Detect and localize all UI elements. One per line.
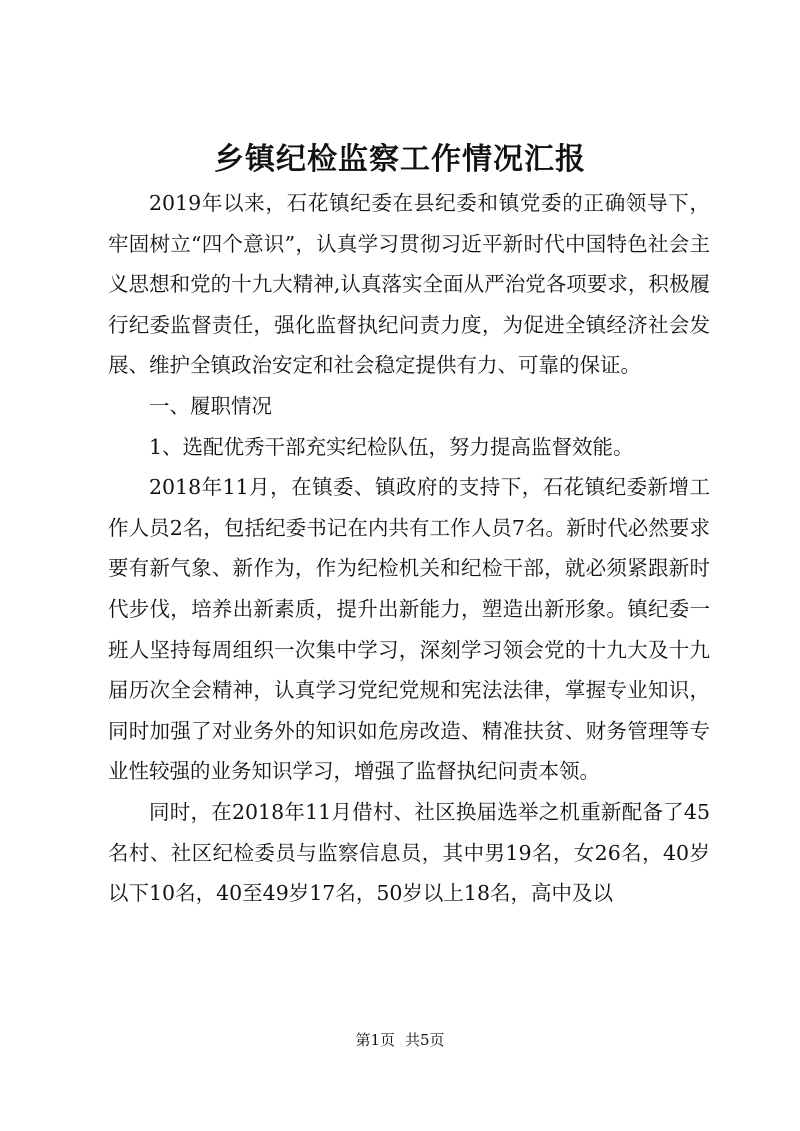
paragraph-staffing: 2018年11月，在镇委、镇政府的支持下，石花镇纪委新增工作人员2名，包括纪委书记在内共有工作人员7名。新时代必然要求要有新气象、新作为，作为纪检机关和纪检干部，就必须紧跟新时代步伐，培养出新素质，提升出新能力，塑造出新形象。镇纪委一班人坚持每周组织一次集中学习，深刻学习领会党的十九大及十九届历次全会精神，认真学习党纪党规和宪法法律，掌握专业知识，同时加强了对业务外的知识如危房改造、精准扶贫、财务管理等专业性较强的业务知识学习，增强了监督执纪问责本领。 bbox=[108, 475, 710, 784]
page-footer bbox=[0, 1030, 800, 1050]
section-heading: 一、履职情况 bbox=[149, 393, 272, 418]
paragraph-intro: 2019年以来，石花镇纪委在县纪委和镇党委的正确领导下，牢固树立“四个意识”，认真学习贯彻习近平新时代中国特色社会主义思想和党的十九大精神,认真落实全面从严治党各项要求，积极履行纪委监督责任，强化监督执纪问责力度，为促进全镇经济社会发展、维护全镇政治安定和社会稳定提供有力、可靠的保证。 bbox=[108, 191, 710, 378]
document-body bbox=[108, 183, 710, 914]
page-total: 共5页 bbox=[405, 1031, 445, 1049]
document-title: 乡镇纪检监察工作情况汇报 bbox=[214, 142, 586, 177]
paragraph-village-staff: 同时，在2018年11月借村、社区换届选举之机重新配备了45名村、社区纪检委员与监察信息员，其中男19名，女26名，40岁以下10名，40至49岁17名，50岁以上18名，高中及以 bbox=[108, 799, 710, 906]
page-number: 第1页 bbox=[355, 1031, 395, 1049]
subsection-heading: 1、选配优秀干部充实纪检队伍，努力提高监督效能。 bbox=[149, 434, 634, 459]
